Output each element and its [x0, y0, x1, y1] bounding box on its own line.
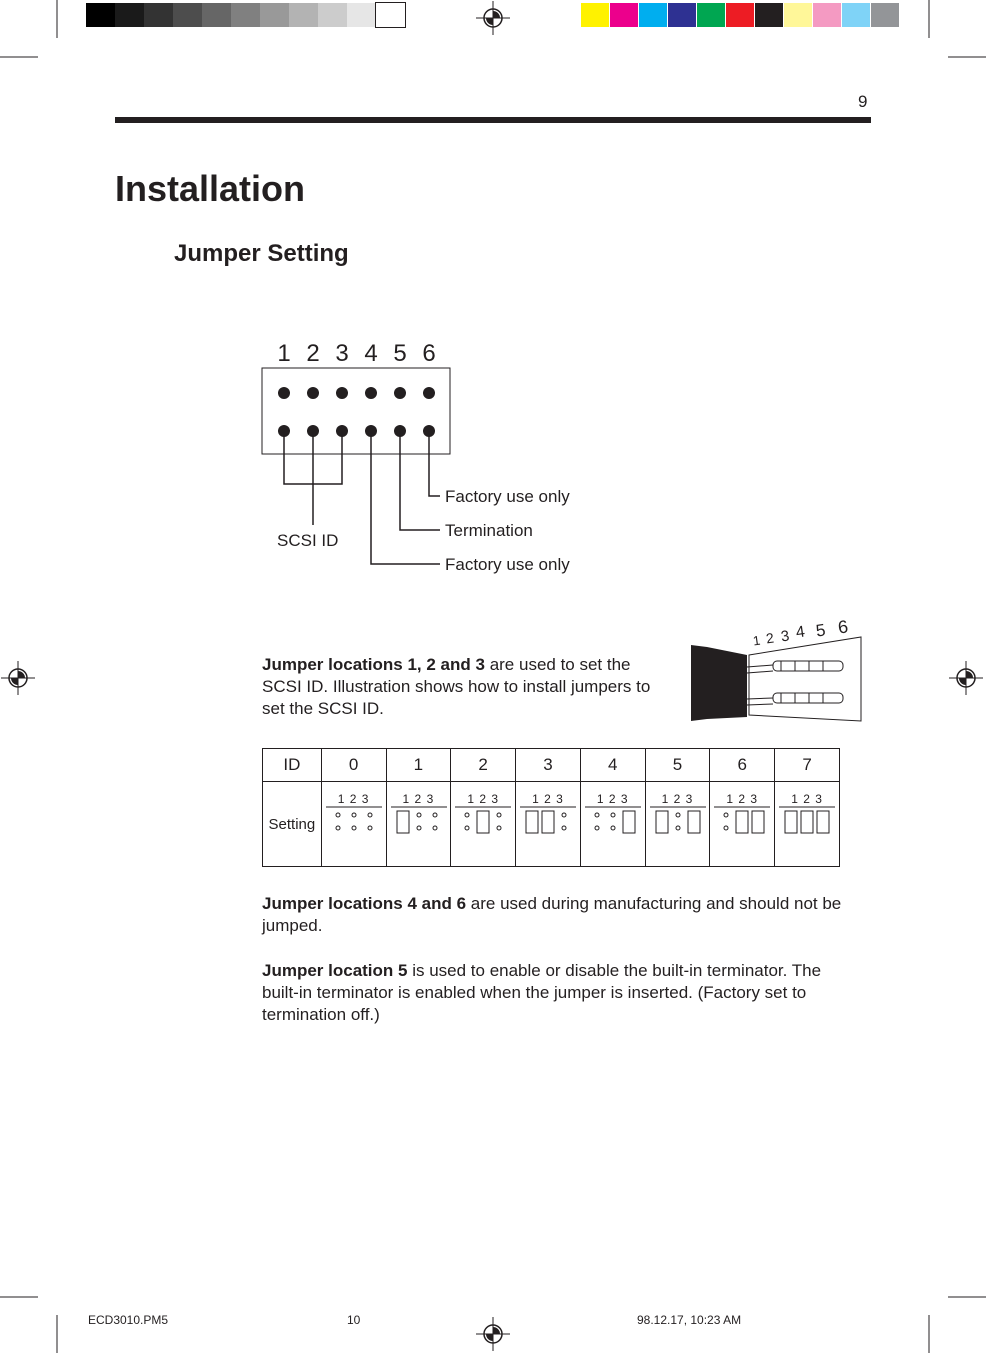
id-value-cell: 6 — [710, 749, 775, 782]
id-value-cell: 1 — [386, 749, 451, 782]
pin-number-label: 2 — [306, 340, 320, 367]
open-pin — [336, 813, 340, 817]
jumper-cap — [623, 811, 635, 833]
setting-cell — [710, 782, 775, 867]
open-pin — [676, 813, 680, 817]
open-pin — [352, 826, 356, 830]
setting-cell — [645, 782, 710, 867]
open-pin — [368, 826, 372, 830]
open-pin — [676, 826, 680, 830]
jumper-cap — [736, 811, 748, 833]
jumper-cap — [817, 811, 829, 833]
pin-1-top — [278, 387, 290, 399]
registration-target-icon — [1, 661, 35, 695]
section-subtitle: Jumper Setting — [174, 240, 349, 267]
setting-cell — [451, 782, 516, 867]
setting-pin-digits: 1 2 3 — [726, 792, 759, 806]
setting-pin-digits: 1 2 3 — [596, 792, 629, 806]
jumper-setting-diagram — [646, 804, 710, 844]
small-pin-number-label: 3 — [779, 627, 791, 646]
paragraph-termination-bold: Jumper location 5 — [262, 961, 408, 980]
registration-target-icon — [476, 1317, 510, 1351]
setting-pin-digits: 1 2 3 — [467, 792, 500, 806]
id-value-cell: 3 — [516, 749, 581, 782]
paragraph-termination — [262, 960, 862, 1026]
pin-5-top — [394, 387, 406, 399]
id-value-cell: 0 — [321, 749, 386, 782]
open-pin — [352, 813, 356, 817]
open-pin — [433, 826, 437, 830]
setting-row — [263, 782, 840, 867]
open-pin — [417, 826, 421, 830]
scsi-id-label: SCSI ID — [277, 531, 339, 550]
footer-timestamp: 98.12.17, 10:23 AM — [637, 1313, 742, 1327]
jumper-setting-diagram — [387, 804, 451, 844]
jumper-cap — [656, 811, 668, 833]
small-pin-number-label: 1 — [751, 632, 762, 649]
paragraph-factory-jumpers-bold: Jumper locations 4 and 6 — [262, 894, 467, 913]
jumper-cap — [688, 811, 700, 833]
jumper-setting-diagram — [710, 804, 774, 844]
open-pin — [724, 813, 728, 817]
page-number: 9 — [858, 92, 868, 111]
page-title: Installation — [115, 168, 306, 209]
small-pin-number-label: 5 — [814, 620, 827, 641]
jumper-setting-diagram — [581, 804, 645, 844]
factory-top-leader — [429, 431, 440, 496]
pin-6-top — [423, 387, 435, 399]
small-pin-number-label: 4 — [794, 623, 806, 642]
footer-filename: ECD3010.PM5 — [88, 1313, 169, 1327]
paragraph-scsi-id-text: are used to set the SCSI ID. Illustration shows how to install jumpers to set the SCSI ID. — [262, 655, 651, 718]
paragraph-scsi-id-bold: Jumper locations 1, 2 and 3 — [262, 655, 485, 674]
jumper-setting-diagram — [322, 804, 386, 844]
setting-pin-digits: 1 2 3 — [661, 792, 694, 806]
open-pin — [433, 813, 437, 817]
registration-target-icon — [949, 661, 983, 695]
setting-cell — [775, 782, 840, 867]
termination-label: Termination — [445, 521, 533, 540]
open-pin — [562, 813, 566, 817]
id-value-cell: 4 — [580, 749, 645, 782]
pin-number-label: 4 — [364, 340, 378, 367]
paragraph-scsi-id — [262, 654, 674, 720]
pin-number-label: 5 — [393, 340, 407, 367]
jumper-cap — [397, 811, 409, 833]
jumper-setting-diagram — [775, 804, 839, 844]
open-pin — [724, 826, 728, 830]
setting-pin-digits: 1 2 3 — [791, 792, 823, 806]
setting-pin-digits: 1 2 3 — [337, 792, 370, 806]
pin-number-label: 3 — [335, 340, 349, 367]
factory-use-only-label-top: Factory use only — [445, 487, 570, 506]
setting-header-cell: Setting — [263, 782, 322, 867]
open-pin — [562, 826, 566, 830]
pin-number-label: 6 — [422, 340, 436, 367]
pin-2-top — [307, 387, 319, 399]
setting-pin-digits: 1 2 3 — [532, 792, 564, 806]
paragraph-termination-text: is used to enable or disable the built-in terminator. The built-in terminator is enabled when the jumper is inserted. (Factory set to termination off.) — [262, 961, 822, 1024]
jumper-cap — [752, 811, 764, 833]
factory-use-only-label-bottom: Factory use only — [445, 555, 570, 574]
jumper-setting-diagram — [451, 804, 515, 844]
id-header-cell: ID — [263, 749, 322, 782]
footer-page: 10 — [347, 1313, 361, 1327]
open-pin — [465, 813, 469, 817]
open-pin — [497, 826, 501, 830]
open-pin — [611, 826, 615, 830]
open-pin — [465, 826, 469, 830]
jumper-cap — [542, 811, 554, 833]
header-rule — [115, 117, 871, 123]
pin-number-label: 1 — [277, 340, 291, 367]
open-pin — [497, 813, 501, 817]
setting-pin-digits: 1 2 3 — [402, 792, 435, 806]
registration-target-icon — [476, 1, 510, 35]
id-row — [263, 749, 840, 782]
open-pin — [611, 813, 615, 817]
pin-4-top — [365, 387, 377, 399]
small-pin-number-label: 2 — [764, 629, 775, 647]
setting-cell — [321, 782, 386, 867]
jumper-cap — [801, 811, 813, 833]
id-value-cell: 5 — [645, 749, 710, 782]
termination-leader — [400, 431, 440, 530]
open-pin — [595, 813, 599, 817]
pin-3-top — [336, 387, 348, 399]
jumper-setting-diagram — [516, 804, 580, 844]
setting-cell — [580, 782, 645, 867]
jumper-cap — [477, 811, 489, 833]
jumper-cap — [785, 811, 797, 833]
id-value-cell: 7 — [775, 749, 840, 782]
open-pin — [368, 813, 372, 817]
small-pin-number-label: 6 — [836, 616, 850, 638]
paragraph-factory-jumpers-text: are used during manufacturing and should not be jumped. — [262, 894, 842, 935]
open-pin — [417, 813, 421, 817]
open-pin — [595, 826, 599, 830]
setting-cell — [516, 782, 581, 867]
scsi-id-table — [262, 748, 840, 867]
open-pin — [336, 826, 340, 830]
paragraph-factory-jumpers — [262, 893, 862, 937]
jumper-cap — [526, 811, 538, 833]
setting-cell — [386, 782, 451, 867]
id-value-cell: 2 — [451, 749, 516, 782]
